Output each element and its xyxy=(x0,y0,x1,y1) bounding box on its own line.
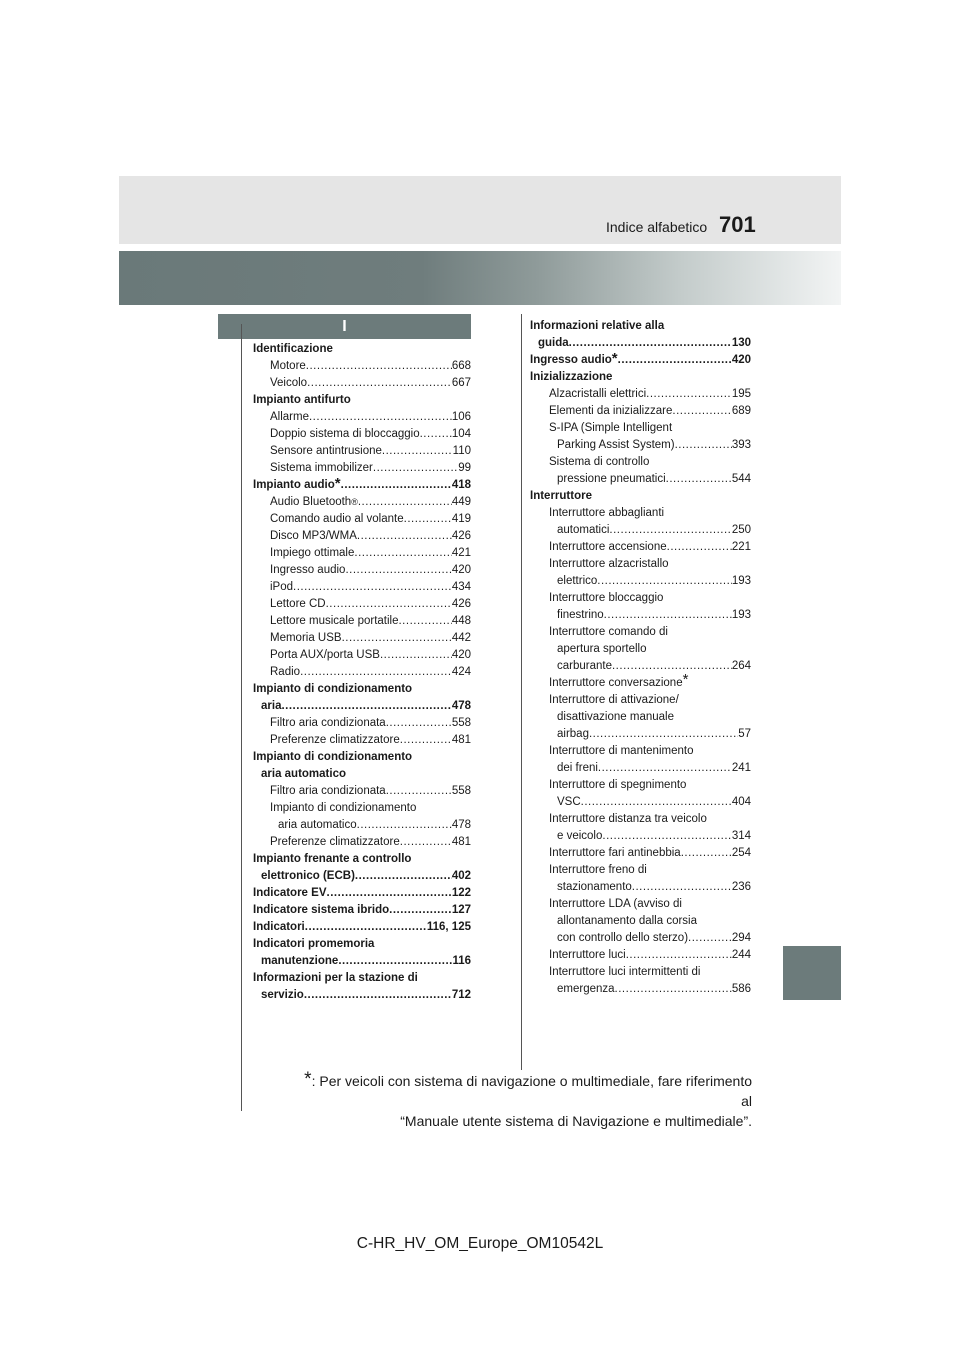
index-entry xyxy=(530,671,751,692)
index-entry-text: Impianto di condizionamento xyxy=(270,802,417,814)
index-entry xyxy=(253,443,471,460)
page-reference: 241 xyxy=(731,762,751,774)
index-entry xyxy=(253,375,471,392)
page-reference: 712 xyxy=(451,989,471,1001)
index-entry-text: allontanamento dalla corsia xyxy=(557,915,698,927)
dot-leader xyxy=(602,828,731,845)
footnote-star: * xyxy=(304,1069,312,1090)
dot-leader xyxy=(598,760,732,777)
page-reference: 402 xyxy=(451,870,471,882)
index-entry xyxy=(253,902,471,919)
index-entry xyxy=(253,783,471,800)
index-entry xyxy=(530,641,751,658)
index-entry-text: con controllo dello sterzo) xyxy=(557,932,689,944)
page-reference: 104 xyxy=(451,428,471,440)
index-entry-text: Comando audio al volante xyxy=(270,513,404,525)
dot-leader xyxy=(338,953,452,970)
index-entry xyxy=(530,913,751,930)
page-reference: 195 xyxy=(731,388,751,400)
index-entry-text: Porta AUX/porta USB xyxy=(270,649,380,661)
page-reference: 426 xyxy=(451,598,471,610)
index-entry xyxy=(253,987,471,1004)
page-reference: 106 xyxy=(451,411,471,423)
page-reference: 689 xyxy=(731,405,751,417)
index-entry xyxy=(530,692,751,709)
index-entry-text: Identificazione xyxy=(253,343,333,355)
page-reference: 264 xyxy=(731,660,751,672)
index-entry xyxy=(253,579,471,596)
page-reference: 448 xyxy=(451,615,471,627)
index-entry xyxy=(530,607,751,624)
index-entry-text: S-IPA (Simple Intelligent xyxy=(549,422,673,434)
index-entry xyxy=(253,715,471,732)
page-reference: 193 xyxy=(731,609,751,621)
index-entry xyxy=(530,794,751,811)
dot-leader xyxy=(357,528,452,545)
index-entry xyxy=(253,596,471,613)
index-entry xyxy=(253,630,471,647)
index-entry xyxy=(530,624,751,641)
index-entry xyxy=(253,613,471,630)
index-entry xyxy=(253,936,471,953)
page-reference: 449 xyxy=(451,496,471,508)
column-divider xyxy=(521,314,522,1070)
dot-leader xyxy=(632,879,732,896)
page-reference: 667 xyxy=(451,377,471,389)
index-entry-text: Interruttore xyxy=(530,490,592,502)
page-reference: 127 xyxy=(451,904,471,916)
dot-leader xyxy=(389,902,452,919)
dot-leader xyxy=(400,834,452,851)
index-entry-text: Lettore musicale portatile xyxy=(270,615,399,627)
index-entry-text: airbag xyxy=(557,728,589,740)
page-reference: 544 xyxy=(731,473,751,485)
index-entry-text: Indicatore sistema ibrido xyxy=(253,904,390,916)
section-title: Indice alfabetico xyxy=(606,219,708,235)
dot-leader xyxy=(281,698,451,715)
page-reference: 420 xyxy=(451,564,471,576)
index-entry-text: Preferenze climatizzatore xyxy=(270,836,400,848)
dot-leader xyxy=(618,352,732,369)
dot-leader xyxy=(646,386,732,403)
index-entry-text: Motore xyxy=(270,360,306,372)
page-reference: 668 xyxy=(451,360,471,372)
dot-leader xyxy=(612,658,732,675)
dot-leader xyxy=(306,358,452,375)
footnote-line-1: *: Per veicoli con sistema di navigazione o multimediale, fare riferimento al xyxy=(304,1069,752,1109)
page-reference: 393 xyxy=(731,439,751,451)
index-entry-text: Interruttore di spegnimento xyxy=(549,779,687,791)
index-entry xyxy=(530,760,751,777)
index-entry xyxy=(253,647,471,664)
index-letter-tab: I xyxy=(218,314,471,339)
chapter-banner xyxy=(119,251,841,305)
index-entry-text: Memoria USB xyxy=(270,632,342,644)
footnote-star: * xyxy=(682,671,689,688)
index-entry-text: Doppio sistema di bloccaggio xyxy=(270,428,420,440)
index-entry-text: finestrino xyxy=(557,609,604,621)
dot-leader xyxy=(309,409,452,426)
index-entry xyxy=(530,726,751,743)
dot-leader xyxy=(604,607,732,624)
dot-leader xyxy=(672,403,731,420)
dot-leader xyxy=(357,817,452,834)
index-entry xyxy=(530,811,751,828)
dot-leader xyxy=(304,987,452,1004)
index-entry-text: Interruttore luci xyxy=(549,949,626,961)
index-entry xyxy=(253,562,471,579)
index-entry xyxy=(530,335,751,352)
index-entry-text: e veicolo xyxy=(557,830,603,842)
index-entry xyxy=(530,879,751,896)
page-reference: 424 xyxy=(451,666,471,678)
dot-leader xyxy=(382,443,453,460)
index-entry-text: Veicolo xyxy=(270,377,308,389)
document-id: C-HR_HV_OM_Europe_OM10542L xyxy=(356,1235,604,1252)
page-reference: 236 xyxy=(731,881,751,893)
dot-leader xyxy=(307,375,452,392)
page-reference: 418 xyxy=(451,479,471,491)
index-entry-text: Disco MP3/WMA xyxy=(270,530,357,542)
index-entry-text: Interruttore distanza tra veicolo xyxy=(549,813,707,825)
index-entry xyxy=(530,420,751,437)
index-entry-text: iPod xyxy=(270,581,294,593)
index-entry xyxy=(253,392,471,409)
page-number: 701 xyxy=(719,212,756,237)
index-entry-text: Lettore CD xyxy=(270,598,326,610)
index-entry-text: Elementi da inizializzare xyxy=(549,405,673,417)
index-entry xyxy=(530,471,751,488)
index-entry xyxy=(530,947,751,964)
index-entry xyxy=(253,664,471,681)
dot-leader xyxy=(305,919,427,936)
page-reference: 481 xyxy=(451,734,471,746)
index-entry xyxy=(253,919,471,936)
page-reference: 421 xyxy=(451,547,471,559)
index-entry-text: Indicatori xyxy=(253,921,305,933)
index-entry-text: Allarme xyxy=(270,411,309,423)
index-entry-text: Interruttore comando di xyxy=(549,626,668,638)
dot-leader xyxy=(589,726,738,743)
index-entry xyxy=(253,528,471,545)
page-reference: 314 xyxy=(731,830,751,842)
index-entry-text: Preferenze climatizzatore xyxy=(270,734,400,746)
index-entry-text: Interruttore freno di xyxy=(549,864,647,876)
index-entry-text: Informazioni per la stazione di xyxy=(253,972,418,984)
index-entry-text: dei freni xyxy=(557,762,598,774)
index-entry-text: Alzacristalli elettrici xyxy=(549,388,647,400)
footnote-line-2: “Manuale utente sistema di Navigazione e multimediale”. xyxy=(400,1113,752,1129)
dot-leader xyxy=(400,732,452,749)
index-entry-text: Interruttore conversazione xyxy=(549,677,683,689)
index-entry-text: Interruttore fari antinebbia xyxy=(549,847,681,859)
index-entry xyxy=(530,777,751,794)
index-entry-text: Audio Bluetooth xyxy=(270,496,352,508)
index-entry-text: elettrico xyxy=(557,575,598,587)
index-entry xyxy=(530,505,751,522)
dot-leader xyxy=(667,539,732,556)
dot-leader xyxy=(342,630,452,647)
page-reference: 586 xyxy=(731,983,751,995)
index-entry xyxy=(530,658,751,675)
index-entry xyxy=(253,834,471,851)
page-reference: 250 xyxy=(731,524,751,536)
index-entry-text: Impianto audio xyxy=(253,479,335,491)
dot-leader xyxy=(597,573,732,590)
index-entry xyxy=(530,981,751,998)
index-entry xyxy=(253,851,471,868)
index-entry xyxy=(253,868,471,885)
index-entry-text: Impianto frenante a controllo xyxy=(253,853,412,865)
index-entry-text: Interruttore accensione xyxy=(549,541,667,553)
dot-leader xyxy=(326,596,452,613)
dot-leader xyxy=(341,477,452,494)
index-entry-text: Interruttore di attivazione/ xyxy=(549,694,679,706)
index-entry-text: Ingresso audio xyxy=(270,564,346,576)
page-reference: 419 xyxy=(451,513,471,525)
index-entry xyxy=(530,896,751,913)
index-entry xyxy=(253,358,471,375)
dot-leader xyxy=(626,947,732,964)
index-entry xyxy=(530,862,751,879)
dot-leader xyxy=(581,794,732,811)
index-entry-text: Indicatore EV xyxy=(253,887,327,899)
chapter-side-tab xyxy=(783,946,841,1000)
index-entry xyxy=(253,766,471,783)
index-entry xyxy=(530,590,751,607)
index-entry xyxy=(253,511,471,528)
index-entry: Ingresso audio * ..... 420 xyxy=(530,352,751,369)
page-reference: 116, 125 xyxy=(426,921,471,933)
dot-leader xyxy=(420,426,452,443)
index-entry xyxy=(253,341,471,358)
index-entry-text: Radio xyxy=(270,666,301,678)
page-reference: 420 xyxy=(731,354,751,366)
dot-leader xyxy=(615,981,732,998)
dot-leader xyxy=(373,460,458,477)
index-entry-text: Filtro aria condizionata xyxy=(270,717,386,729)
page-reference: 558 xyxy=(451,717,471,729)
index-entry-text: Informazioni relative alla xyxy=(530,320,665,332)
index-entry xyxy=(253,885,471,902)
dot-leader xyxy=(293,579,452,596)
dot-leader xyxy=(386,715,452,732)
dot-leader xyxy=(398,613,451,630)
dot-leader xyxy=(380,647,452,664)
index-column-right xyxy=(530,318,751,998)
page-reference: 244 xyxy=(731,949,751,961)
index-entry xyxy=(530,488,751,505)
index-entry-text: Sensore antintrusione xyxy=(270,445,382,457)
index-entry xyxy=(253,426,471,443)
index-entry xyxy=(253,970,471,987)
index-entry-text: Interruttore LDA (avviso di xyxy=(549,898,682,910)
index-entry xyxy=(253,749,471,766)
page-reference: 254 xyxy=(731,847,751,859)
index-entry-text: automatici xyxy=(557,524,610,536)
index-entry xyxy=(530,743,751,760)
index-entry xyxy=(530,437,751,454)
index-entry-text: stazionamento xyxy=(557,881,632,893)
page-reference: 481 xyxy=(451,836,471,848)
index-entry-text: Filtro aria condizionata xyxy=(270,785,386,797)
page-reference: 404 xyxy=(731,796,751,808)
index-entry xyxy=(530,930,751,947)
index-entry xyxy=(253,800,471,817)
index-entry xyxy=(253,817,471,834)
dot-leader xyxy=(355,868,452,885)
page-reference: 122 xyxy=(451,887,471,899)
index-entry-text: Interruttore luci intermittenti di xyxy=(549,966,701,978)
index-entry-text: pressione pneumatici xyxy=(557,473,666,485)
index-entry xyxy=(530,845,751,862)
index-entry-text: Impianto antifurto xyxy=(253,394,351,406)
index-entry-text: manutenzione xyxy=(261,955,339,967)
index-entry-text: aria automatico xyxy=(278,819,357,831)
index-entry-text: VSC xyxy=(557,796,581,808)
page-reference: 294 xyxy=(731,932,751,944)
index-entry-text: Interruttore abbaglianti xyxy=(549,507,665,519)
page-reference: 130 xyxy=(731,337,751,349)
dot-leader xyxy=(666,471,732,488)
index-entry-text: Impianto di condizionamento xyxy=(253,751,413,763)
index-entry: Impianto audio * ..... 418 xyxy=(253,477,471,494)
index-entry xyxy=(530,573,751,590)
dot-leader xyxy=(609,522,731,539)
index-entry-text: Parking Assist System) xyxy=(557,439,675,451)
index-entry xyxy=(530,522,751,539)
dot-leader xyxy=(675,437,732,454)
index-entry-text: Interruttore di mantenimento xyxy=(549,745,694,757)
dot-leader xyxy=(386,783,452,800)
index-entry-text: carburante xyxy=(557,660,612,672)
footnote xyxy=(290,1071,752,1131)
index-entry-text: Ingresso audio xyxy=(530,354,612,366)
index-entry xyxy=(530,964,751,981)
dot-leader xyxy=(569,335,732,352)
dot-leader xyxy=(345,562,451,579)
index-entry-text: Inizializzazione xyxy=(530,371,613,383)
index-entry-text: Interruttore alzacristallo xyxy=(549,558,669,570)
dot-leader xyxy=(354,545,451,562)
index-entry-text: guida xyxy=(538,337,569,349)
dot-leader xyxy=(327,885,452,902)
index-entry-text: Impianto di condizionamento xyxy=(253,683,413,695)
index-entry xyxy=(253,681,471,698)
index-entry xyxy=(530,403,751,420)
index-entry xyxy=(530,318,751,335)
page-reference: 478 xyxy=(451,700,471,712)
index-entry xyxy=(530,828,751,845)
index-entry xyxy=(530,539,751,556)
index-entry-text: Sistema immobilizer xyxy=(270,462,373,474)
page-reference: 57 xyxy=(738,728,751,740)
index-entry xyxy=(253,953,471,970)
dot-leader xyxy=(681,845,732,862)
index-entry xyxy=(253,409,471,426)
index-entry xyxy=(253,545,471,562)
index-entry xyxy=(530,556,751,573)
index-entry-text: aria xyxy=(261,700,282,712)
page-reference: 221 xyxy=(731,541,751,553)
page-reference: 116 xyxy=(452,955,471,967)
page-reference: 193 xyxy=(731,575,751,587)
page-reference: 442 xyxy=(451,632,471,644)
index-entry xyxy=(253,732,471,749)
index-entry: Audio Bluetooth ® ..... 449 xyxy=(253,494,471,511)
index-column-left xyxy=(253,341,471,1004)
index-entry-text: emergenza xyxy=(557,983,615,995)
dot-leader xyxy=(300,664,452,681)
dot-leader xyxy=(404,511,452,528)
page-reference: 99 xyxy=(458,462,471,474)
index-entry-text: apertura sportello xyxy=(557,643,647,655)
index-entry xyxy=(530,454,751,471)
page-reference: 434 xyxy=(451,581,471,593)
dot-leader xyxy=(688,930,732,947)
page-reference: 478 xyxy=(451,819,471,831)
index-entry-text: servizio xyxy=(261,989,304,1001)
index-entry-text: Sistema di controllo xyxy=(549,456,650,468)
dot-leader xyxy=(358,494,452,511)
page-reference: 110 xyxy=(452,445,471,457)
index-entry-text: aria automatico xyxy=(261,768,346,780)
index-entry xyxy=(253,460,471,477)
left-margin-rule xyxy=(241,324,242,1111)
index-entry xyxy=(530,369,751,386)
index-entry-text: disattivazione manuale xyxy=(557,711,674,723)
index-entry-text: elettronico (ECB) xyxy=(261,870,355,882)
index-entry xyxy=(253,698,471,715)
page-reference: 558 xyxy=(451,785,471,797)
index-entry xyxy=(530,386,751,403)
index-entry-text: Interruttore bloccaggio xyxy=(549,592,664,604)
index-entry-text: Indicatori promemoria xyxy=(253,938,375,950)
page-reference: 426 xyxy=(451,530,471,542)
page-reference: 420 xyxy=(451,649,471,661)
index-entry-text: Impiego ottimale xyxy=(270,547,355,559)
index-entry xyxy=(530,709,751,726)
